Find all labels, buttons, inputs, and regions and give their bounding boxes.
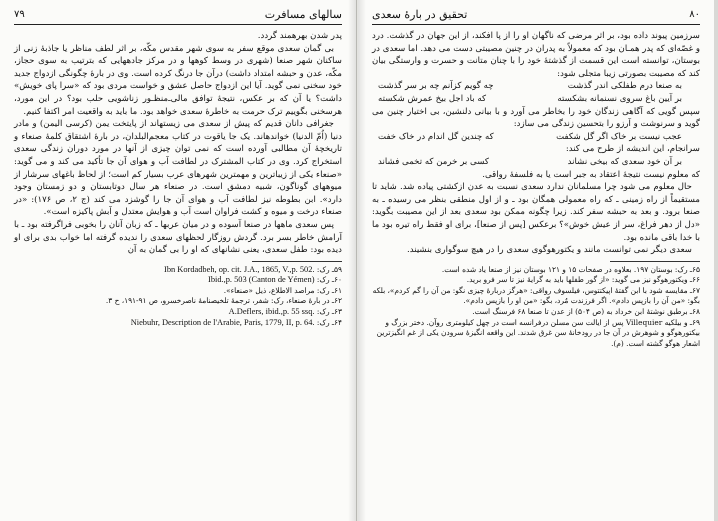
paragraph: سپس گویی که آگاهی زندگان خود را بخاطر می آورد و با بیانی دلنشین، بی اختیار چنین می گوید و سرنوشت و آرزو را بتحسین زندگی می سازد: [372,106,700,130]
footnote: ۶۲ـ در بارهٔ صنعاء، رک: شفر، ترجمهٔ تلخیصنامهٔ ناصرخسرو، ص ۹۱-۱۹۱، ح ۳. [105,296,342,306]
hemistich: بر آن خود سعدی که بیخی نشاند [567,156,682,167]
footnote: ۶۳ـ رک: A.Deflers, ibid.,p. 55 ssq. [228,307,342,317]
right-page [357,0,714,521]
paragraph: سرانجام، این اندیشه از طرح می کند: [565,144,700,155]
paragraph: سرزمین پیوند داده بود، بر اثر مرضی که ناگهان او را از پا افکند، از این جهان در گذشت. درد و غصّه‌ای که پدر همـان بود که معمولاً به پدران در چنین مصیبتی دست می دهد. اما سعدی در بوستان، توانسته است این قسمت از گذشتهٔ خود را با چنان متانت و حسرت و وارستگی بیان کند که مصیبت بصورتی زیبا متجلی شود: [372,31,700,79]
footnote: ۶۰ـ رک: Ibid.,p. 503 (Canton de Yémen) [208,275,342,285]
left-page-body [14,30,342,257]
paragraph: بی گمان سعدی موقع سفر به سوی شهر مقدس مکّه، بر اثر لطف مناظر یا جاذبهٔ زنی از ساکنان شهر صنعا (شهری در وسط کوهها و در مرکز جادههایی که بترتیب به سوی حجاز، مکّه، عدن و حبشه امتداد داشت) درآن جا درنگ کرده است. وی در بارهٔ چگونگی ازدواج جدید خود سخنی نمی گوید. آیا این ازدواج حاصل عشق و خواست مردی بود که «سرا پای خویش» داشت؟ یا آن که بر عکس، نتیجهٔ توافق مالی‌ـ‌منظـور زناشویی حلب بود؟ در این مورد، هرسخنی بگوییم ترک حرمت به خاطرهٔ سعدی خواهد بود. ما باید به واقعیت امر اکتفا کنیم. [14,43,342,117]
left-page-header [14,6,342,25]
hemistich: به صنعا درم طفلکی اندر گذشت [567,81,682,92]
right-page-body [372,30,700,257]
paragraph: حال معلوم می شود چرا مسلمانان ندارد سعدی نسبت به عدن ازکشتی پیاده شد. شاید تا مستقیماً از راه زمینی ـ که راه معمولی همگان بود ـ و از اول منطقی بنظر می رسیده ـ به صنعا برود. و بعد به حبشه سفر کند. زیرا چگونه ممکن بود سعدی بعد از این مصیبت بگوید: «دل از دهر فراغ، سر از عیش خوش»؟ برعکس [پس از صنعا]، برای او فقط راه تیره بود ما با خدا باقی مانده بود. [372,182,700,243]
hemistich: بر آیین باغ سروی نسنمانه بشکسته [557,93,682,104]
footnote: ۶۷ـ مقایسه شود با ابن گفتهٔ اپیکتتوس، فیلسوف رواقی: «هرگز دربارهٔ چیزی نگو: من آن را گم کردم»، بلکه بگو: «من آن را بازپس دادم». اگر فرزندت مُرد، بگو: «من او را بازپس دادم». [372,285,700,306]
verse-line [372,93,700,106]
footnote: ۶۸ـ برطبق نوشتهٔ ابن خرداد به (ص ۵۰۴) از عدن تا صنعا ۶۸ فرسنگ است. [472,307,700,317]
verse-line [372,80,700,93]
footnote: ۶۶ـ ویکتورهوگو نیز می گوید: «از گور طفلها باید به گرایهٔ نیز تا سر فرو برید. [466,275,700,285]
footnote: ۶۱ـ رک: مراصد الاطلاع، ذیل «صنعاء». [223,285,342,295]
footnote: ۶۹ـ و بیلکیه Villequier پس از ایالت سن مسلن درفرانسه است در چهل کیلومتری روآن. دختر بزرگ و بیکتورهوگو و شوهرش در آن جا در رودخانهٔ سن غرق شدند. این واقعه انگیزهٔ سرودن یکی از غم انگیزترین اشعار هوگو گشته است. (م). [376,317,700,348]
footnote-rule [252,261,342,262]
left-page [0,0,357,521]
page-number: ۷۹ [14,8,25,20]
hemistich: که باد اجل بیخ عمرش شکسته [378,93,487,104]
paragraph: جغرافی دانان قدیم که پیش از سعدی می زیستهاند از پایتخت یمن (کرسی الیمن) و مادر دنیا (اُمّ الدنیا) خواندهاند. یک جا یاقوت در کتاب معجم‌البلدان، در بارهٔ اشتقاق کلمهٔ صنعاء و تاریخچهٔ آن مطالبی آورده است که نمی توان چیزی از آنها در مورد دوران زندگی سعدی استخراج کرد. وی در کتاب المشترک در لطافت آب و هوای آن جا تأکید می کند و می گوید: «صنعاء یکی از زیباترین و مهمترین شهرهای عرب بسیار کم است؛ از لحاظ باغهای سرشار از میوههای گوناگون، شبیه دمشق است. در صنعاء هر سال دوتابستان و دو زمستان وجود دارد». ابن بطوطه نیز لطافت آب و هوای آن جا را گوشزد می کند (ج ۲، ص ۱۷۶): «در صنعاء درخت و میوه و کشت فراوان است آب و هوایش معتدل و آبش پاکیزه است». [14,119,342,218]
footnote: ۶۵ـ رک: بوستان ۱۹۷. بعلاوه در صفحات ۱۵ و ۱۲۱ بوستان نیز از صنعا یاد شده است. [441,264,700,274]
left-footnotes [14,265,342,329]
right-page-header [372,6,700,25]
right-footnotes [372,265,700,350]
paragraph: که معلوم نیست نتیجهٔ اعتقاد به جبر است یا به فلسفهٔ رواقی. [482,169,700,180]
page-number: ۸۰ [689,8,700,20]
verse-line [372,156,700,169]
running-title: سالهای مسافرت [264,7,342,21]
verse-line [372,131,700,144]
footnote: ۵۹ـ رک: Ibn Kordadbeh, op. cit. J.A., 1865, V.,p. 502. [164,264,342,274]
paragraph: پس سعدی ماهها در صنعا آسوده و در میان عربها ـ که زبان آنان را بخوبی فراگرفته بود ـ با آرامش خاطر بسر برد. گردش روزگار لحظهای سعدی را ندیده گرفته اما خواب بدی برای او دیده بود: طفل سعدی، یعنی نشانهای که او را بی گمان به آن [14,219,342,256]
gutter-shadow [358,0,366,521]
gutter-shadow [348,0,356,521]
hemistich: که چندین گل اندام در خاک خفت [378,131,494,142]
footnote: ۶۴ـ رک: Niebuhr, Description de l'Arabie, Paris, 1779, II, p. 64. [130,317,342,327]
running-title: تحقیق در بارهٔ سعدی [372,7,468,21]
paragraph: پدر شدن بهرهمند گردد. [257,31,342,41]
hemistich: چه گویم کزآنم چه بر سر گذشت [378,81,494,92]
hemistich: کسی بر خرمن که تخمی فشاند [378,156,489,167]
paragraph: سعدی دیگر نمی توانست مانند و یکتورهوگوی سعدی را در هیچ سوگواری بنشیند. [406,245,692,256]
hemistich: عجب نیست بر خاک اگر گل شکفت [556,131,682,142]
footnote-rule [610,261,700,262]
